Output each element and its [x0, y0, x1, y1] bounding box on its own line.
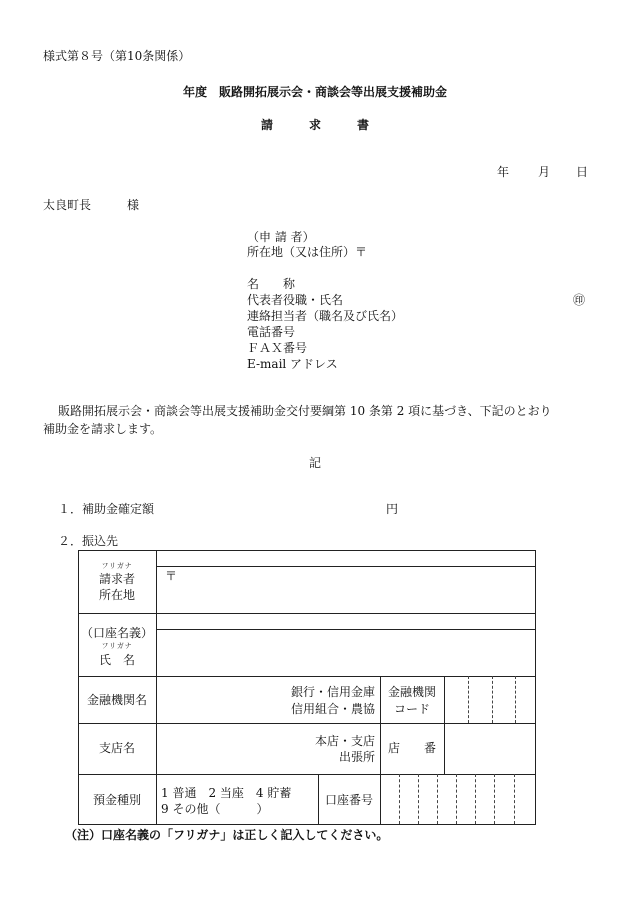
bank-code-dash-3 [515, 676, 516, 723]
body-text-line1: 販路開拓展示会・商談会等出展支援補助金交付要綱第 10 条第 2 項に基づき、下記のとおり [58, 404, 552, 418]
item1-unit: 円 [386, 502, 399, 516]
account-number-dash-1 [399, 774, 400, 824]
claimant-label: 請求者 [98, 572, 135, 586]
representative-label: 代表者役職・氏名 [247, 293, 344, 307]
applicant-name-label: 名 称 [247, 277, 296, 291]
item1-label: １．補助金確定額 [58, 502, 155, 516]
table-border-right [535, 550, 536, 825]
account-number-dash-3 [437, 774, 438, 824]
bank-type-line1: 銀行・信用金庫 [290, 685, 375, 699]
deposit-options-line2: 9 その他（ ） [161, 802, 269, 816]
bank-code-box-divider [444, 676, 445, 774]
applicant-heading: （申 請 者） [247, 230, 315, 244]
date-year: 年 [497, 165, 510, 179]
store-number-label: 店 番 [387, 741, 436, 755]
ki-heading: 記 [308, 456, 321, 470]
account-number-dash-4 [456, 774, 457, 824]
transfer-table [78, 550, 536, 825]
email-label: E-mail アドレス [247, 357, 338, 371]
account-number-dash-7 [514, 774, 515, 824]
bank-code-dash-2 [492, 676, 493, 723]
document-title: 年度 販路開拓展示会・商談会等出展支援補助金 [182, 85, 447, 99]
bank-code-line1: 金融機関 [387, 685, 436, 699]
deposit-options-line1: 1 普通 2 当座 4 貯蓄 [161, 786, 292, 800]
date-day: 日 [576, 165, 589, 179]
item2-label: ２．振込先 [58, 534, 119, 548]
form-number: 様式第８号（第10条関係） [43, 49, 191, 63]
table-border-bottom [78, 824, 536, 825]
row-divider-1 [78, 613, 536, 614]
bank-code-line2: コード [393, 702, 430, 716]
note-text: （注）口座名義の「フリガナ」は正しく記入してください。 [65, 828, 389, 842]
claimant-address-label: 所在地 [98, 588, 135, 602]
addressee: 太良町長 様 [43, 198, 140, 212]
account-number-dash-5 [475, 774, 476, 824]
row-divider-3 [78, 723, 536, 724]
account-number-dash-2 [418, 774, 419, 824]
applicant-address-label: 所在地（又は住所）〒 [247, 245, 368, 259]
row-divider-4 [78, 774, 536, 775]
account-name-label: 氏 名 [98, 653, 135, 667]
account-number-label: 口座番号 [324, 793, 373, 807]
account-number-divider [380, 774, 381, 824]
postal-mark: 〒 [165, 569, 178, 583]
account-holder-label: （口座名義） [80, 626, 153, 640]
body-text-line2: 補助金を請求します。 [43, 422, 163, 436]
branch-name-label: 支店名 [98, 741, 135, 755]
table-border-top [78, 550, 536, 551]
claimant-furigana-label: フリガナ [101, 562, 133, 570]
date-month: 月 [538, 165, 551, 179]
account-number-dash-6 [494, 774, 495, 824]
label-column-divider [156, 550, 157, 825]
seal-mark: ㊞ [573, 293, 586, 307]
branch-type-line2: 出張所 [338, 750, 375, 764]
bank-code-dash-1 [468, 676, 469, 723]
claimant-furigana-line [156, 566, 536, 567]
bank-type-line2: 信用組合・農協 [290, 702, 375, 716]
bank-name-label: 金融機関名 [86, 693, 147, 707]
account-furigana-label: フリガナ [101, 642, 133, 650]
account-furigana-line [156, 629, 536, 630]
fax-label: ＦＡＸ番号 [247, 341, 308, 355]
phone-label: 電話番号 [247, 325, 296, 339]
branch-type-line1: 本店・支店 [314, 734, 375, 748]
document-subtitle: 請 求 書 [260, 118, 369, 132]
deposit-type-label: 預金種別 [92, 793, 141, 807]
contact-label: 連絡担当者（職名及び氏名） [247, 309, 404, 323]
